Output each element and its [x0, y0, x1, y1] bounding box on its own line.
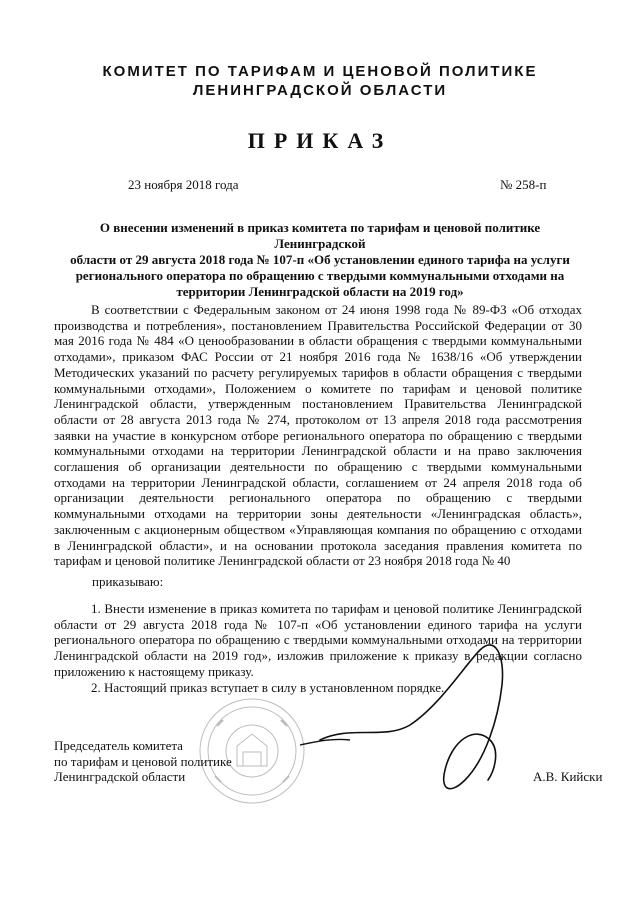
- signatory-title-line-3: Ленинградской области: [54, 769, 186, 785]
- preamble-paragraph: В соответствии с Федеральным законом от 24 июня 1998 года № 89-ФЗ «Об отходах производства и потребления», постановлением Правительства Российской Федерации от 30 мая 2016 года № 484 «О ценообразовании в области обращения с твердыми коммунальными отходами», приказом ФАС России от 21 ноября 2016 года № 1638/16 «Об утверждении Методических указаний по расчету регулируемых тарифов в области обращения с твердыми коммунальными отходами», Положением о комитете по тарифам и ценовой политике Ленинградской области, утвержденным постановлением Правительства Ленинградской области от 28 августа 2013 года № 274, протоколом от 13 апреля 2018 года рассмотрения заявки на участие в конкурсном отборе регионального оператора по обращению с твердыми коммунальными отходами на территории Ленинградской области и на право заключения соглашения об организации деятельности по обращению с твердыми коммунальными отходами на территории Ленинградской области, соглашением от 24 апреля 2018 года об организации деятельности регионального оператора по обращению с твердыми коммунальными отходами на территории зоны деятельности «Ленинградская область», заключенным с акционерным обществом «Управляющая компания по обращению с отходами в Ленинградской области», и на основании протокола заседания правления комитета по тарифам и ценовой политике Ленинградской области от 23 ноября 2018 года № 40: [54, 302, 582, 569]
- subject-line-1: О внесении изменений в приказ комитета по тарифам и ценовой политике Ленинградской: [99, 220, 541, 251]
- signatory-title-line-2: по тарифам и ценовой политике: [54, 753, 232, 769]
- document-type: ПРИКАЗ: [247, 128, 393, 153]
- signatory-title: [54, 738, 232, 785]
- signatory-name: А.В. Кийски: [533, 769, 603, 784]
- order-word: приказываю:: [92, 574, 164, 589]
- org-line-2: ЛЕНИНГРАДСКОЙ ОБЛАСТИ: [192, 82, 448, 99]
- document-date: 23 ноября 2018 года: [128, 177, 239, 192]
- document-number: № 258-п: [500, 177, 547, 192]
- subject-line-4: территории Ленинградской области на 2019 год»: [176, 284, 464, 299]
- document-subject: [60, 220, 580, 300]
- preamble-block: [54, 302, 582, 569]
- organization-name: [60, 62, 580, 100]
- order-item-2: 2. Настоящий приказ вступает в силу в установленном порядке.: [91, 679, 445, 695]
- subject-line-3: регионального оператора по обращению с твердыми коммунальными отходами на: [75, 268, 565, 283]
- order-item-1: 1. Внести изменение в приказ комитета по тарифам и ценовой политике Ленинградской области от 29 августа 2018 года № 107-п «Об установлении единого тарифа на услуги регионального оператора по обращению с твердыми коммунальными отходами на территории Ленинградской области на 2019 год», изложив приложение к приказу в редакции согласно приложению к настоящему приказу.: [54, 601, 582, 679]
- handwritten-signature: [290, 630, 550, 800]
- subject-line-2: области от 29 августа 2018 года № 107-п «Об установлении единого тарифа на услуги: [70, 252, 570, 267]
- signatory-title-line-1: Председатель комитета: [54, 738, 183, 753]
- org-line-1: КОМИТЕТ ПО ТАРИФАМ И ЦЕНОВОЙ ПОЛИТИКЕ: [102, 63, 538, 80]
